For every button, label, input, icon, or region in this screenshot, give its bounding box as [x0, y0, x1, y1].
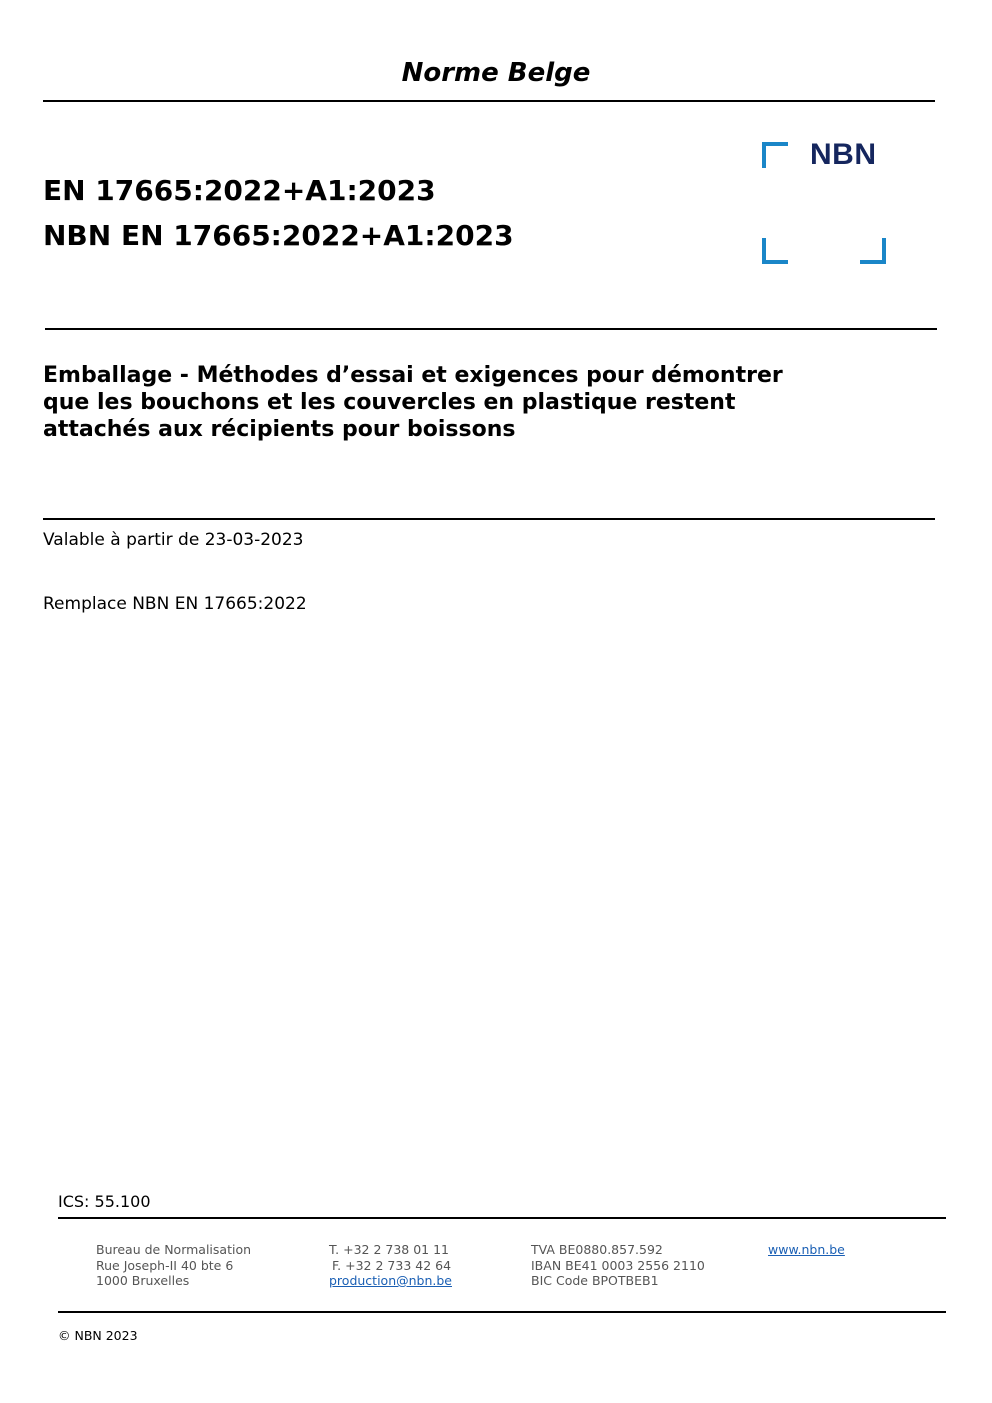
document-title-line: Emballage - Méthodes d’essai et exigences pour démontrer: [43, 363, 783, 388]
replaces-text: Remplace NBN EN 17665:2022: [43, 594, 307, 614]
footer-address: [96, 1242, 251, 1289]
nbn-standard-number: NBN EN 17665:2022+A1:2023: [43, 219, 514, 252]
footer-bottom-divider: [58, 1311, 946, 1313]
footer-address-line: 1000 Bruxelles: [96, 1273, 190, 1288]
document-title-line: attachés aux récipients pour boissons: [43, 417, 516, 442]
valid-from-text: Valable à partir de 23-03-2023: [43, 530, 304, 550]
standard-divider: [45, 328, 937, 330]
footer-address-line: Rue Joseph-II 40 bte 6: [96, 1257, 234, 1273]
footer-top-divider: [58, 1217, 946, 1219]
header-divider: [43, 100, 935, 102]
footer-phone: T. +32 2 738 01 11: [329, 1242, 449, 1257]
title-divider: [43, 518, 935, 520]
logo-bracket-top-left: [762, 142, 788, 168]
header-title: Norme Belge: [401, 58, 591, 88]
logo-bracket-bottom-left: [762, 238, 788, 264]
footer-web: [768, 1242, 845, 1258]
en-standard-number: EN 17665:2022+A1:2023: [43, 174, 436, 207]
footer-iban: IBAN BE41 0003 2556 2110: [531, 1257, 705, 1273]
logo-text: NBN: [810, 138, 877, 171]
footer-bic: BIC Code BPOTBEB1: [531, 1273, 659, 1288]
footer-contact: [329, 1242, 452, 1289]
footer-website-link[interactable]: www.nbn.be: [768, 1242, 845, 1257]
footer-bank-details: [531, 1242, 705, 1289]
document-title: [43, 362, 863, 443]
copyright-notice: © NBN 2023: [58, 1328, 138, 1343]
footer-fax: F. +32 2 733 42 64: [332, 1257, 452, 1273]
footer-email-link[interactable]: production@nbn.be: [329, 1273, 452, 1288]
document-title-line: que les bouchons et les couvercles en plastique restent: [43, 390, 736, 415]
nbn-logo: [762, 138, 886, 264]
footer-address-line: Bureau de Normalisation: [96, 1242, 252, 1257]
ics-code: ICS: 55.100: [58, 1192, 151, 1211]
logo-bracket-bottom-right: [860, 238, 886, 264]
footer-vat: TVA BE0880.857.592: [531, 1242, 663, 1257]
